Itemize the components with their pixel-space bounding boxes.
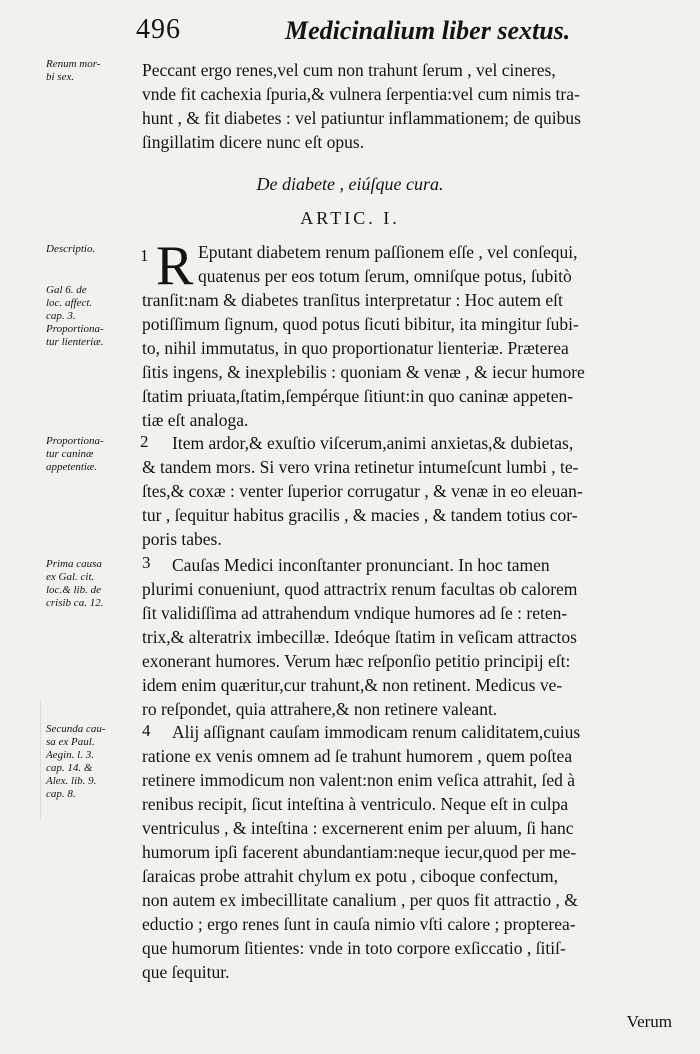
paragraph-4-line: non autem ex imbecillitate canalium , per quos fit attractio , & [142, 890, 578, 910]
paragraph-number-4: 4 [142, 721, 151, 740]
paragraph-3-line: ro reſpondet, quia attrahere,& non retinere valeant. [142, 699, 498, 719]
paragraph-1-line: ſtatim priuata,ſtatim,ſempérque ſitiunt:in quo caninæ appeten- [142, 386, 574, 406]
paragraph-1-line: ſitis ingens, & inexplebilis : quoniam & venæ , & iecur humore [142, 362, 585, 382]
paragraph-2-line: ſtes,& coxæ : venter ſuperior corrugatur , & venæ in eo eleuan- [142, 481, 583, 501]
paragraph-1-line: potiſſimum ſignum, quod potus ſicuti bibitur, ita mingitur ſubi- [142, 314, 579, 334]
page-number: 496 [136, 14, 181, 45]
paragraph-3-line: plurimi conueniunt, quod attractrix renum facultas ob calorem [142, 579, 578, 599]
margin-note-secunda: Secunda cau- sa ex Paul. Aegin. l. 3. cap. 14. & Alex. lib. 9. cap. 8. [46, 723, 106, 800]
paragraph-3-line: ſit validiſſima ad attrahendum vndique humores ad ſe : reten- [142, 603, 568, 623]
paragraph-3-line: Cauſas Medici inconſtanter pronunciant. In hoc tamen [172, 555, 550, 575]
paragraph-2-line: poris tabes. [142, 529, 222, 549]
paragraph-1-line: to, nihil immutatus, in quo proportionatur lienteriæ. Præterea [142, 338, 569, 358]
drop-capital: R [156, 235, 194, 297]
intro-line: vnde fit cachexia ſpuria,& vulnera ſerpentia:vel cum nimis tra- [142, 84, 580, 104]
paragraph-number-2: 2 [140, 432, 149, 451]
intro-line: ſingillatim dicere nunc eſt opus. [142, 132, 365, 152]
paragraph-2-line: Item ardor,& exuſtio viſcerum,animi anxietas,& dubietas, [172, 433, 574, 453]
margin-note-gal6: Gal 6. de loc. affect. cap. 3. Proportiona- tur lienteriæ. [46, 284, 104, 348]
paragraph-1-line: Eputant diabetem renum paſſionem eſſe , vel conſequi, [198, 242, 578, 262]
paragraph-3-line: idem enim quæritur,cur trahunt,& non retinent. Medicus ve- [142, 675, 563, 695]
paragraph-4-line: que ſequitur. [142, 962, 230, 982]
paragraph-2-line: & tandem mors. Si vero vrina retinetur intumeſcunt lumbi , te- [142, 457, 579, 477]
running-title: Medicinalium liber sextus. [285, 16, 571, 45]
paragraph-4-line: ſaraicas probe attrahit chylum ex potu , ciboque confectum, [142, 866, 558, 886]
paragraph-1-line: quatenus per eos totum ſerum, omniſque potus, ſubitò [198, 266, 572, 286]
margin-note-prima: Prima causa ex Gal. cit. loc.& lib. de crisib ca. 12. [46, 558, 104, 609]
paragraph-1-line: tiæ eſt analoga. [142, 410, 249, 430]
page-edge-shadow [0, 700, 41, 820]
paragraph-2-line: tur , ſequitur habitus gracilis , & macies , & tandem totius cor- [142, 505, 578, 525]
paragraph-4-line: ratione ex venis omnem ad ſe trahunt humorem , quem poſtea [142, 746, 573, 766]
catchword: Verum [626, 1012, 672, 1031]
intro-line: hunt , & fit diabetes : vel patiuntur inflammationem; de quibus [142, 108, 581, 128]
paragraph-4-line: humorum ipſi facerent abundantiam:neque iecur,quod per me- [142, 842, 577, 862]
margin-note-proportionatur: Proportiona- tur caninæ appetentiæ. [46, 435, 104, 473]
paragraph-4-line: ventriculus , & inteſtina : excernerent enim per aluum, ſi hanc [142, 818, 574, 838]
paragraph-4-line: eductio ; ergo renes ſunt in cauſa nimio vſti calore ; propterea- [142, 914, 576, 934]
paragraph-4-line: Alij aſſignant cauſam immodicam renum caliditatem,cuius [172, 722, 581, 742]
intro-line: Peccant ergo renes,vel cum non trahunt ſerum , vel cineres, [142, 60, 556, 80]
section-title: De diabete , eiúſque cura. [256, 174, 444, 194]
margin-note-renum: Renum mor- bi sex. [46, 58, 101, 83]
article-title: ARTIC. I. [300, 208, 400, 228]
paragraph-4-line: retinere immodicum non valent:non enim veſica attrahit, ſed à [142, 770, 575, 790]
paragraph-1-line: tranſit:nam & diabetes tranſitus interpretatur : Hoc autem eſt [142, 290, 563, 310]
paragraph-number-1: 1 [140, 246, 149, 265]
paragraph-number-3: 3 [142, 553, 151, 572]
paragraph-4-line: que humorum ſitientes: vnde in toto corpore exſiccatio , ſitiſ- [142, 938, 566, 958]
margin-note-descriptio: Descriptio. [46, 243, 96, 255]
paragraph-3-line: trix,& alteratrix imbecillæ. Ideóque ſtatim in veſicam attractos [142, 627, 577, 647]
paragraph-3-line: exonerant humores. Verum hæc reſponſio petitio principij eſt: [142, 651, 571, 671]
paragraph-4-line: renibus recipit, ſicut inteſtina à ventriculo. Neque eſt in culpa [142, 794, 569, 814]
